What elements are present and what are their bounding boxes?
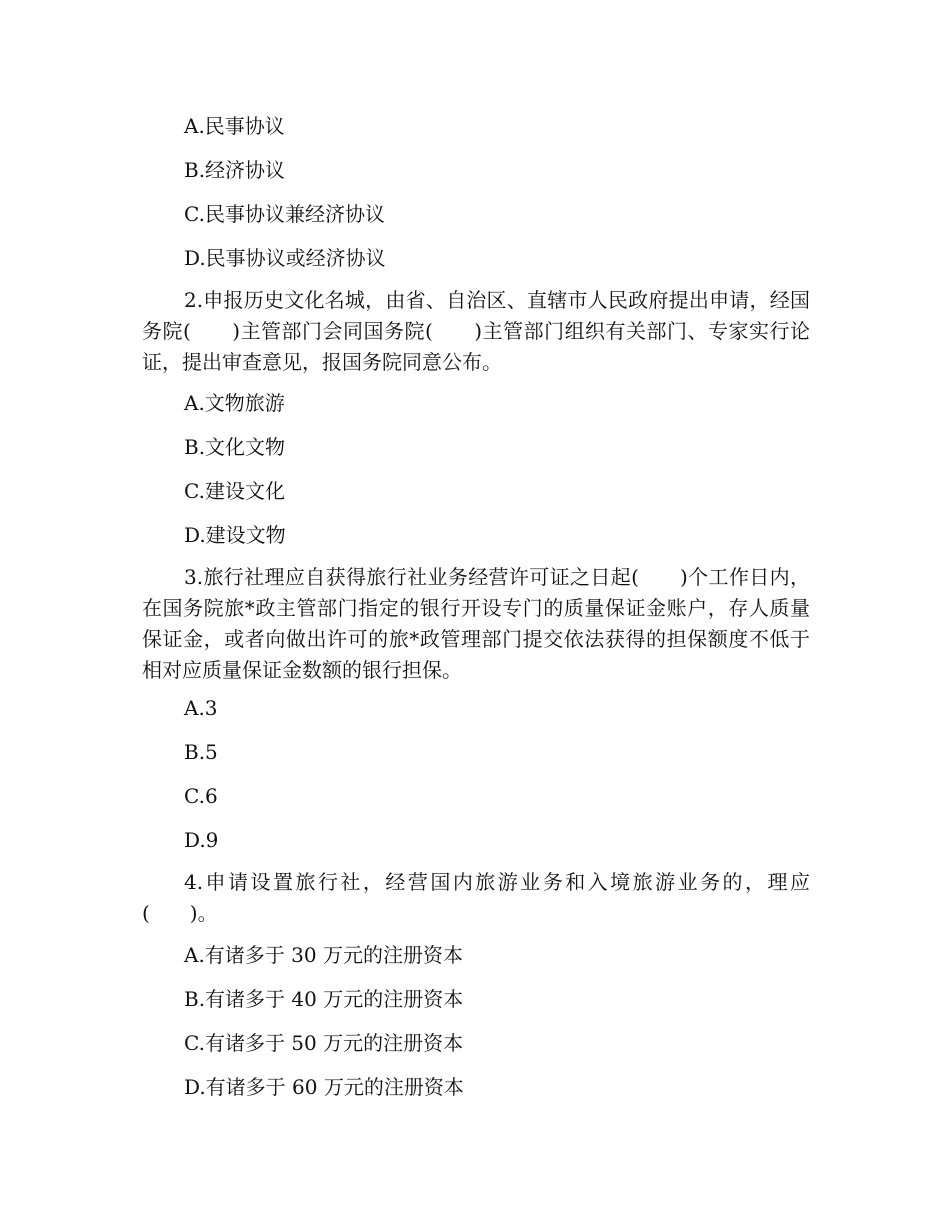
q1-option-c: C.民事协议兼经济协议 <box>184 202 385 226</box>
q3-block <box>142 562 810 686</box>
q2-option-d: D.建设文物 <box>184 523 286 547</box>
q4-question: 4.申请设置旅行社，经营国内旅游业务和入境旅游业务的，理应( )。 <box>142 870 810 925</box>
q3-option-b: B.5 <box>184 740 218 764</box>
q2-option-c: C.建设文化 <box>184 479 285 503</box>
q2-question: 2.申报历史文化名城，由省、自治区、直辖市人民政府提出申请，经国务院( )主管部门会同国务院( )主管部门组织有关部门、专家实行论证，提出审查意见，报国务院同意公布。 <box>142 288 810 374</box>
q4-option-c: C.有诸多于 50 万元的注册资本 <box>184 1031 464 1055</box>
q4-option-a: A.有诸多于 30 万元的注册资本 <box>184 943 463 967</box>
q2-option-b: B.文化文物 <box>184 435 286 459</box>
q4-option-d: D.有诸多于 60 万元的注册资本 <box>184 1075 464 1099</box>
q1-option-b: B.经济协议 <box>184 158 286 182</box>
q3-option-a: A.3 <box>184 696 218 720</box>
q1-option-a: A.民事协议 <box>184 114 285 138</box>
q3-question: 3.旅行社理应自获得旅行社业务经营许可证之日起( )个工作日内，在国务院旅*政主管部门指定的银行开设专门的质量保证金账户，存人质量保证金，或者向做出许可的旅*政管理部门提交依法获得的担保额度不低于相对应质量保证金数额的银行担保。 <box>142 565 810 682</box>
q1-option-d: D.民事协议或经济协议 <box>184 246 386 270</box>
q3-option-c: C.6 <box>184 784 218 808</box>
q3-option-d: D.9 <box>184 828 219 852</box>
q4-block <box>142 867 810 929</box>
q4-option-b: B.有诸多于 40 万元的注册资本 <box>184 987 464 1011</box>
q2-option-a: A.文物旅游 <box>184 391 285 415</box>
q2-block <box>142 285 810 378</box>
